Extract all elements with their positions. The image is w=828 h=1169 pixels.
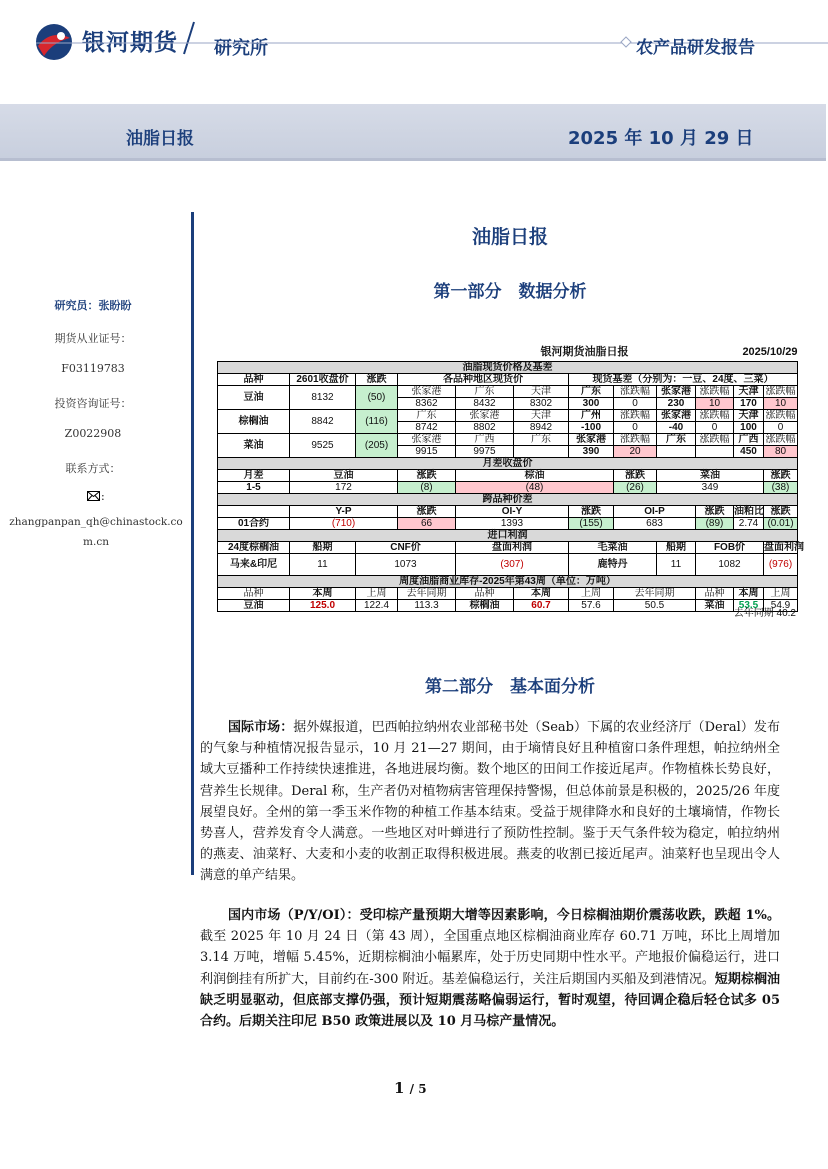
sidebar-divider bbox=[191, 212, 194, 875]
cell: 80 bbox=[764, 445, 798, 457]
cell: 广州 bbox=[569, 409, 614, 421]
cell: 9915 bbox=[398, 445, 456, 457]
cell: 100 bbox=[734, 421, 764, 433]
cell: 11 bbox=[290, 553, 356, 575]
cell: 8742 bbox=[398, 421, 456, 433]
cell: 10 bbox=[764, 397, 798, 409]
cell: 24度棕榈油 bbox=[218, 541, 290, 553]
stock-section-title: 周度油脂商业库存-2025年第43周（单位：万吨） bbox=[218, 575, 798, 587]
cell: 125.0 bbox=[290, 599, 356, 611]
cell: 10 bbox=[696, 397, 734, 409]
cell: 涨跌 bbox=[569, 505, 614, 517]
cell: 本周 bbox=[514, 587, 569, 599]
cell: 8362 bbox=[398, 397, 456, 409]
cell: 油粕比 bbox=[734, 505, 764, 517]
cell: 450 bbox=[734, 445, 764, 457]
cell: 涨跌 bbox=[764, 505, 798, 517]
cell: (89) bbox=[696, 517, 734, 529]
dom-text: 截至 2025 年 10 月 24 日（第 43 周），全国重点地区棕榈油商业库存 60.71 万吨，环比上周增加 3.14 万吨，增幅 5.45%，近期棕榈油小幅累库，处于历史同期中性水平。产地报价偏稳运行，进口利润倒挂有所扩大，目前约在-300 附近。基差偏稳运行，关注后期国内买船及到港情况。 bbox=[200, 929, 780, 987]
analyst-name: 研究员：张盼盼 bbox=[54, 299, 132, 312]
stock-extra bbox=[716, 604, 796, 619]
spot-section-title: 油脂现货价格及基差 bbox=[218, 361, 798, 373]
cell: (26) bbox=[614, 481, 657, 493]
cell: 盘面利润 bbox=[456, 541, 569, 553]
cell: (307) bbox=[456, 553, 569, 575]
cell: 66 bbox=[398, 517, 456, 529]
cell: 涨跌 bbox=[764, 469, 798, 481]
cell: 1073 bbox=[356, 553, 456, 575]
table-caption: 银河期货油脂日报 bbox=[540, 346, 629, 359]
title-band bbox=[0, 104, 826, 161]
cell: 8432 bbox=[456, 397, 514, 409]
cell: 涨跌幅 bbox=[765, 433, 796, 445]
report-type: 农产品研发报告 bbox=[636, 38, 755, 58]
cell: 683 bbox=[614, 517, 696, 529]
cell: (710) bbox=[290, 517, 398, 529]
th-basis: 现货基差（分别为：一豆、24度、三菜） bbox=[569, 373, 798, 385]
rape-change: (205) bbox=[356, 433, 398, 457]
cell: 1082 bbox=[696, 553, 764, 575]
cell bbox=[657, 445, 696, 457]
cell: 品种 bbox=[218, 587, 290, 599]
month-section-title: 月差收盘价 bbox=[218, 457, 798, 469]
cell: 涨跌幅 bbox=[614, 433, 657, 445]
cell: 张家港 bbox=[657, 409, 696, 421]
th-change: 涨跌 bbox=[356, 373, 398, 385]
cell: 上周 bbox=[356, 587, 398, 599]
cell: 涨跌幅 bbox=[696, 409, 734, 421]
cell: 1393 bbox=[456, 517, 569, 529]
cell: 广西 bbox=[456, 433, 514, 445]
cell: 毛菜油 bbox=[569, 541, 657, 553]
mail-colon: : bbox=[101, 490, 105, 503]
cell: 本周 bbox=[734, 587, 764, 599]
cell bbox=[696, 445, 734, 457]
cell: 涨跌 bbox=[696, 505, 734, 517]
cell: 张家港 bbox=[398, 433, 456, 445]
cell: 船期 bbox=[657, 541, 696, 553]
cell: 船期 bbox=[290, 541, 356, 553]
cell: 113.3 bbox=[398, 599, 456, 611]
cell: 0 bbox=[764, 421, 798, 433]
cell: 上周 bbox=[764, 587, 798, 599]
cell: -100 bbox=[569, 421, 614, 433]
cell: 170 bbox=[734, 397, 764, 409]
cell: 230 bbox=[657, 397, 696, 409]
th-variety: 品种 bbox=[218, 373, 290, 385]
part2-heading: 第二部分 基本面分析 bbox=[425, 677, 595, 697]
palm-change: (116) bbox=[356, 409, 398, 433]
cell: 品种 bbox=[696, 587, 734, 599]
domestic-market-paragraph bbox=[200, 905, 780, 1032]
cell: 马来&印尼 bbox=[218, 553, 290, 575]
cell: 122.4 bbox=[356, 599, 398, 611]
cell: 棕油 bbox=[456, 469, 614, 481]
cell: 53.5 bbox=[734, 599, 764, 611]
cell: 天津 bbox=[734, 409, 764, 421]
cell: 天津 bbox=[514, 409, 569, 421]
cell: 广西 bbox=[734, 433, 764, 445]
company-name: 银河期货 bbox=[82, 30, 178, 56]
cell: 品种 bbox=[456, 587, 514, 599]
intl-text: 据外媒报道，巴西帕拉纳州农业部秘书处（Seab）下属的农业经济厅（Deral）发布的气象与种植情况报告显示，10 月 21—27 期间，由于墒情良好且种植窗口条件理想，帕拉纳州全域大豆播种工作持续快速推进，各地进展均衡。数个地区的田间工作接近尾声。作物植株长势良好，营养生长规律。Deral 称，生产者仍对植物病害管理保持警惕，但总体前景是积极的，2025/26 年度展望良好。全州的第一季玉米作物的种植工作基本结束。受益于规律降水和良好的土壤墒情，作物长势喜人，营养发育令人满意。一些地区对叶蝉进行了预防性控制。鉴于天气条件较为稳定，帕拉纳州的燕麦、油菜籽、大麦和小麦的收割正取得积极进展。燕麦的收割已接近尾声。油菜籽也呈现出令人满意的单产结果。 bbox=[200, 720, 780, 884]
row-soy-name: 豆油 bbox=[218, 385, 290, 409]
import-section-title: 进口利润 bbox=[218, 529, 798, 541]
cell: 20 bbox=[614, 445, 657, 457]
cell: 广东 bbox=[657, 433, 696, 445]
cell: 广东 bbox=[514, 433, 569, 445]
cell: 涨跌 bbox=[614, 469, 657, 481]
cell: 0 bbox=[614, 421, 657, 433]
cell: 50.5 bbox=[614, 599, 696, 611]
cell: 涨跌幅 bbox=[614, 385, 657, 397]
cell: (976) bbox=[764, 553, 798, 575]
cell bbox=[514, 445, 569, 457]
cell: -40 bbox=[657, 421, 696, 433]
intl-lead: 国际市场： bbox=[228, 720, 294, 735]
table-date: 2025/10/29 bbox=[742, 346, 798, 359]
cell: 涨跌 bbox=[398, 469, 456, 481]
consult-label: 投资咨询证号： bbox=[54, 397, 132, 410]
cell: 张家港 bbox=[657, 385, 696, 397]
cell: 张家港 bbox=[569, 433, 614, 445]
dom-lead: 国内市场（P/Y/OI）：受印棕产量预期大增等因素影响，今日棕榈油期价震荡收跌，跌超 1%。 bbox=[228, 908, 780, 923]
cell: 349 bbox=[657, 481, 764, 493]
email-link[interactable]: zhangpanpan_qh@chinastock.com.cn bbox=[9, 516, 183, 548]
cell: 菜油 bbox=[696, 599, 734, 611]
th-spot: 各品种地区现货价 bbox=[398, 373, 569, 385]
intl-market-paragraph bbox=[200, 717, 780, 887]
cell: (8) bbox=[398, 481, 456, 493]
cell: 张家港 bbox=[456, 409, 514, 421]
cell: 11 bbox=[657, 553, 696, 575]
cell: CNF价 bbox=[356, 541, 456, 553]
cell: 8302 bbox=[514, 397, 569, 409]
cell: 鹿特丹 bbox=[569, 553, 657, 575]
row-rape-name: 菜油 bbox=[218, 433, 290, 457]
license-number: F03119783 bbox=[61, 362, 125, 375]
cell: 8802 bbox=[456, 421, 514, 433]
cell: OI-P bbox=[614, 505, 696, 517]
contact-label: 联系方式： bbox=[65, 462, 121, 475]
band-title: 油脂日报 bbox=[126, 129, 194, 149]
cell: 广东 bbox=[398, 409, 456, 421]
cell: 本周 bbox=[290, 587, 356, 599]
license-label: 期货从业证号： bbox=[54, 332, 132, 345]
cell: 0 bbox=[696, 421, 734, 433]
cell: 豆油 bbox=[290, 469, 398, 481]
cell: OI-Y bbox=[456, 505, 569, 517]
cell: 300 bbox=[569, 397, 614, 409]
cell: 菜油 bbox=[657, 469, 764, 481]
cell: 涨跌幅 bbox=[765, 409, 796, 421]
cell: 棕榈油 bbox=[456, 599, 514, 611]
cell: 张家港 bbox=[398, 385, 456, 397]
cell: FOB价 bbox=[696, 541, 764, 553]
page-total: / 5 bbox=[409, 1082, 427, 1096]
cell: 2.74 bbox=[734, 517, 764, 529]
dom-conclusion: 短期棕榈油缺乏明显驱动，但底部支撑仍强，预计短期震荡略偏弱运行，暂时观望，待回调企稳后轻仓试多 05 合约。后期关注印尼 B50 政策进展以及 10 月马棕产量情况。 bbox=[200, 971, 780, 1030]
cell: 1-5 bbox=[218, 481, 290, 493]
cell: 57.6 bbox=[569, 599, 614, 611]
cell: 390 bbox=[569, 445, 614, 457]
th-close: 2601收盘价 bbox=[290, 373, 356, 385]
cell: 去年同期 bbox=[733, 608, 774, 619]
cell: 60.7 bbox=[514, 599, 569, 611]
cell: 涨跌 bbox=[398, 505, 456, 517]
cell: 9975 bbox=[456, 445, 514, 457]
mail-icon bbox=[87, 491, 100, 501]
soy-change: (50) bbox=[356, 385, 398, 409]
soy-close: 8132 bbox=[290, 385, 356, 409]
cell: 盘面利润 bbox=[764, 541, 804, 553]
cell: Y-P bbox=[290, 505, 398, 517]
cell: 涨跌幅 bbox=[696, 385, 734, 397]
report-date: 2025 年 10 月 29 日 bbox=[568, 128, 754, 149]
oil-daily-table bbox=[217, 345, 804, 612]
cell: 涨跌幅 bbox=[765, 385, 796, 397]
cell: 去年同期 bbox=[398, 587, 456, 599]
row-palm-name: 棕榈油 bbox=[218, 409, 290, 433]
cross-section-title: 跨品种价差 bbox=[218, 493, 798, 505]
page-current: 1 bbox=[394, 1079, 405, 1097]
cell: 54.9 bbox=[764, 599, 798, 611]
consult-number: Z0022908 bbox=[64, 427, 122, 440]
divider-slash-icon bbox=[182, 20, 196, 56]
cell: 涨跌幅 bbox=[696, 433, 734, 445]
cell: 8942 bbox=[514, 421, 569, 433]
cell: 172 bbox=[290, 481, 398, 493]
cell: 天津 bbox=[514, 385, 569, 397]
diamond-icon bbox=[620, 36, 632, 48]
cell: (0.01) bbox=[764, 517, 798, 529]
cell: 月差 bbox=[218, 469, 290, 481]
institute-name: 研究所 bbox=[214, 38, 268, 59]
cell: 豆油 bbox=[218, 599, 290, 611]
cell: 40.2 bbox=[776, 608, 796, 619]
cell: (155) bbox=[569, 517, 614, 529]
cell: 0 bbox=[614, 397, 657, 409]
page-title: 油脂日报 bbox=[471, 226, 548, 248]
rape-close: 9525 bbox=[290, 433, 356, 457]
cell: 去年同期 bbox=[614, 587, 696, 599]
cell: 天津 bbox=[734, 385, 764, 397]
page-number bbox=[394, 1079, 427, 1097]
cell: (38) bbox=[764, 481, 798, 493]
palm-close: 8842 bbox=[290, 409, 356, 433]
part1-heading: 第一部分 数据分析 bbox=[433, 282, 587, 302]
cell: 涨跌幅 bbox=[614, 409, 657, 421]
cell: 01合约 bbox=[218, 517, 290, 529]
cell: 上周 bbox=[569, 587, 614, 599]
cell: (48) bbox=[456, 481, 614, 493]
cell: 广东 bbox=[569, 385, 614, 397]
cell: 广东 bbox=[456, 385, 514, 397]
